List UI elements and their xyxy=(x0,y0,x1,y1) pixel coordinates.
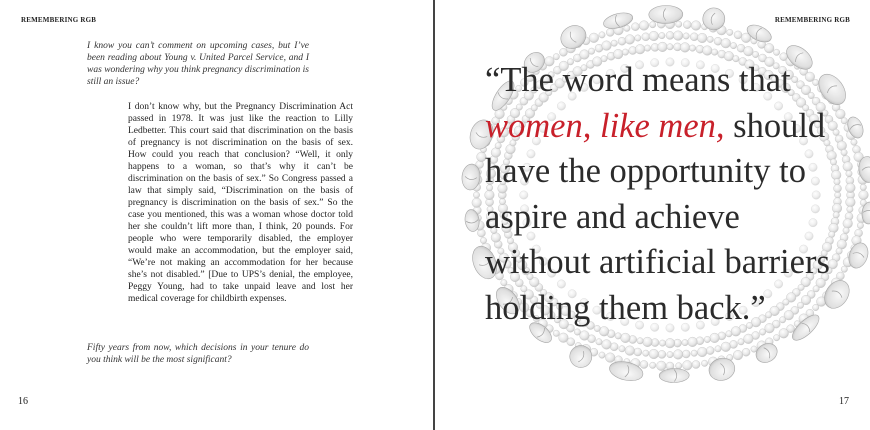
interview-answer: I don’t know why, but the Pregnancy Discrimination Act passed in 1978. It was just like the reaction to Lilly Ledbetter. This court said that discrimination on the basis of pregnancy is not discrimination on the basis of sex. How could you reach that conclusion? “Well, it only happens to a woman, so that’s why it can’t be discrimination on the basis of sex.” So Congress passed a law that simply said, “Discrimination on the basis of pregnancy is discrimination on the basis of sex.” So the case you mentioned, this was a woman whose doctor told her she couldn’t lift more than, I think, 20 pounds. For people who were temporarily disabled, the employer would make an accommodation, but the employer said, “We’re not making an accommodation for her because she’s not disabled.” [Due to UPS’s denial, the employee, Peggy Young, had to take unpaid leave and lost her medical coverage for childbirth expenses. xyxy=(128,102,353,304)
pull-quote xyxy=(485,58,845,331)
page-number-right: 17 xyxy=(839,396,849,407)
right-page xyxy=(435,0,870,430)
interview-question-2: Fifty years from now, which decisions in your tenure do you think will be the most significant? xyxy=(87,343,309,365)
running-head-left: REMEMBERING RGB xyxy=(21,16,97,24)
interview-question-1: I know you can’t comment on upcoming cases, but I’ve been reading about Young v. United Parcel Service, and I was wondering why you think pregnancy discrimination is still an issue? xyxy=(87,41,309,87)
running-head-right: REMEMBERING RGB xyxy=(774,16,850,24)
quote-highlight: women, like men, xyxy=(485,106,725,145)
page-number-left: 16 xyxy=(18,396,28,407)
quote-text-close: should have the opportunity to aspire and achieve without artificial barriers holding them back.” xyxy=(485,106,830,327)
quote-text-open: “The word means that xyxy=(485,61,791,99)
